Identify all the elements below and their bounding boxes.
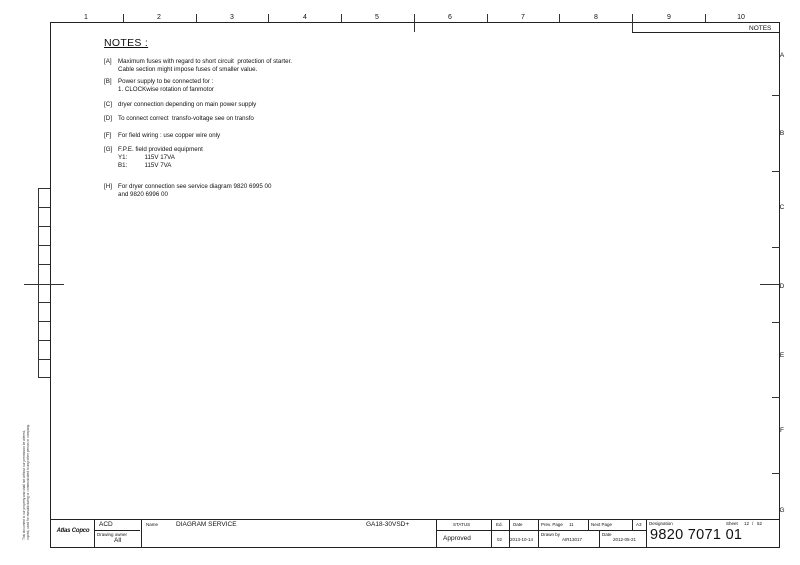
- column-number: 10: [737, 14, 745, 21]
- notes-title: NOTES :: [104, 37, 149, 49]
- note-h: [104, 183, 271, 199]
- column-tick: [341, 14, 342, 22]
- row-tick: [772, 473, 780, 474]
- left-margin-tick: [38, 359, 50, 360]
- row-tick: [760, 284, 780, 285]
- header-label: NOTES: [749, 25, 772, 32]
- left-margin-tick: [38, 207, 50, 208]
- note-tag: [G]: [104, 146, 113, 153]
- row-tick: [772, 171, 780, 172]
- row-letter: A: [779, 52, 785, 59]
- column-tick: [487, 14, 488, 22]
- left-margin-tick: [38, 226, 50, 227]
- edition-label: Ed.: [496, 522, 503, 527]
- prev-page-label: Prev. Page: [541, 522, 563, 527]
- column-number: 4: [303, 14, 307, 21]
- date-label: Date: [513, 522, 523, 527]
- left-margin-boxes: [38, 188, 50, 378]
- drawing-owner-label: Drawing owner: [97, 532, 128, 537]
- column-tick: [268, 14, 269, 22]
- note-c: [104, 101, 256, 109]
- note-tag: [F]: [104, 132, 112, 139]
- row-letter: C: [779, 204, 785, 211]
- note-d: [104, 115, 254, 123]
- edition-value: 02: [497, 537, 503, 542]
- column-number: 8: [594, 14, 598, 21]
- drawn-date-value: 2012-05-21: [613, 537, 637, 542]
- column-tick: [196, 14, 197, 22]
- sheet-number: 12: [744, 521, 750, 526]
- next-page-label: Next Page: [591, 522, 613, 527]
- drawn-by-value: AIR13017: [562, 537, 583, 542]
- row-letter: E: [779, 352, 785, 359]
- row-letter: D: [779, 283, 785, 290]
- note-text: Power supply to be connected for : 1. CLOCKwise rotation of fanmotor: [118, 78, 214, 93]
- note-tag: [H]: [104, 183, 112, 190]
- drawn-by-label: Drawn by: [541, 532, 561, 537]
- atlas-copco-logo: Atlas Copco: [56, 527, 90, 534]
- row-tick: [772, 247, 780, 248]
- note-text: dryer connection depending on main power supply: [118, 101, 257, 108]
- column-tick: [559, 14, 560, 22]
- note-tag: [C]: [104, 101, 112, 108]
- column-number: 2: [157, 14, 161, 21]
- column-tick: [414, 14, 415, 32]
- header-box-line: [632, 32, 780, 33]
- row-letter: F: [780, 427, 784, 434]
- format-label: A3: [636, 522, 642, 527]
- row-tick: [772, 397, 780, 398]
- left-margin-tick: [38, 245, 50, 246]
- note-tag: [B]: [104, 78, 112, 85]
- note-tag: [A]: [104, 58, 112, 65]
- designation-label: Designation: [649, 521, 673, 526]
- side-disclaimer: This document is our property and shall not without our permission be altered, copied, used for manufacturing or communicated to any other person or company.: [22, 424, 30, 540]
- note-a: [104, 58, 292, 74]
- left-margin-tick: [38, 264, 50, 265]
- column-number: 5: [375, 14, 379, 21]
- column-number: 1: [84, 14, 88, 21]
- drawing-name: DIAGRAM SERVICE: [176, 521, 237, 528]
- drawn-date-label: Date: [602, 532, 612, 537]
- column-tick: [705, 14, 706, 22]
- note-tag: [D]: [104, 115, 112, 122]
- note-b: [104, 78, 214, 94]
- left-margin-tick: [24, 284, 64, 285]
- note-text: For dryer connection see service diagram 9820 6995 00 and 9820 6996 00: [118, 183, 272, 198]
- column-number: 6: [448, 14, 452, 21]
- column-number: 7: [521, 14, 525, 21]
- name-label: Name: [146, 522, 159, 527]
- note-text: F.P.E. field provided equipment Y1: 115V 17VA B1: 115V 7VA: [118, 146, 203, 169]
- designation-number: 9820 7071 01: [650, 527, 743, 543]
- model-number: GA18-30VSD+: [366, 521, 410, 528]
- sheet-label: Sheet: [726, 521, 738, 526]
- left-margin-tick: [38, 302, 50, 303]
- sheet-separator: /: [752, 521, 754, 526]
- note-g: [104, 146, 203, 170]
- date-value: 2013-10-14: [510, 537, 534, 542]
- left-margin-tick: [38, 321, 50, 322]
- row-letter: B: [779, 130, 785, 137]
- row-letter: G: [779, 507, 785, 514]
- prev-page-value: 11: [569, 522, 574, 527]
- status-value: Approved: [443, 535, 471, 542]
- column-number: 9: [667, 14, 671, 21]
- column-number: 3: [230, 14, 234, 21]
- drawing-owner-value: All: [114, 537, 122, 544]
- sheet-total: 52: [757, 521, 763, 526]
- left-margin-tick: [38, 340, 50, 341]
- acd-label: ACD: [99, 521, 113, 528]
- row-tick: [772, 95, 780, 96]
- column-tick: [632, 14, 633, 32]
- note-text: For field wiring : use copper wire only: [118, 132, 221, 139]
- row-tick: [772, 322, 780, 323]
- note-f: [104, 132, 220, 140]
- column-tick: [123, 14, 124, 22]
- note-text: Maximum fuses with regard to short circuit protection of starter. Cable section might impose fuses of smaller value.: [118, 58, 293, 73]
- status-label: STATUS: [453, 522, 471, 527]
- note-text: To connect correct transfo-voltage see on transfo: [118, 115, 254, 122]
